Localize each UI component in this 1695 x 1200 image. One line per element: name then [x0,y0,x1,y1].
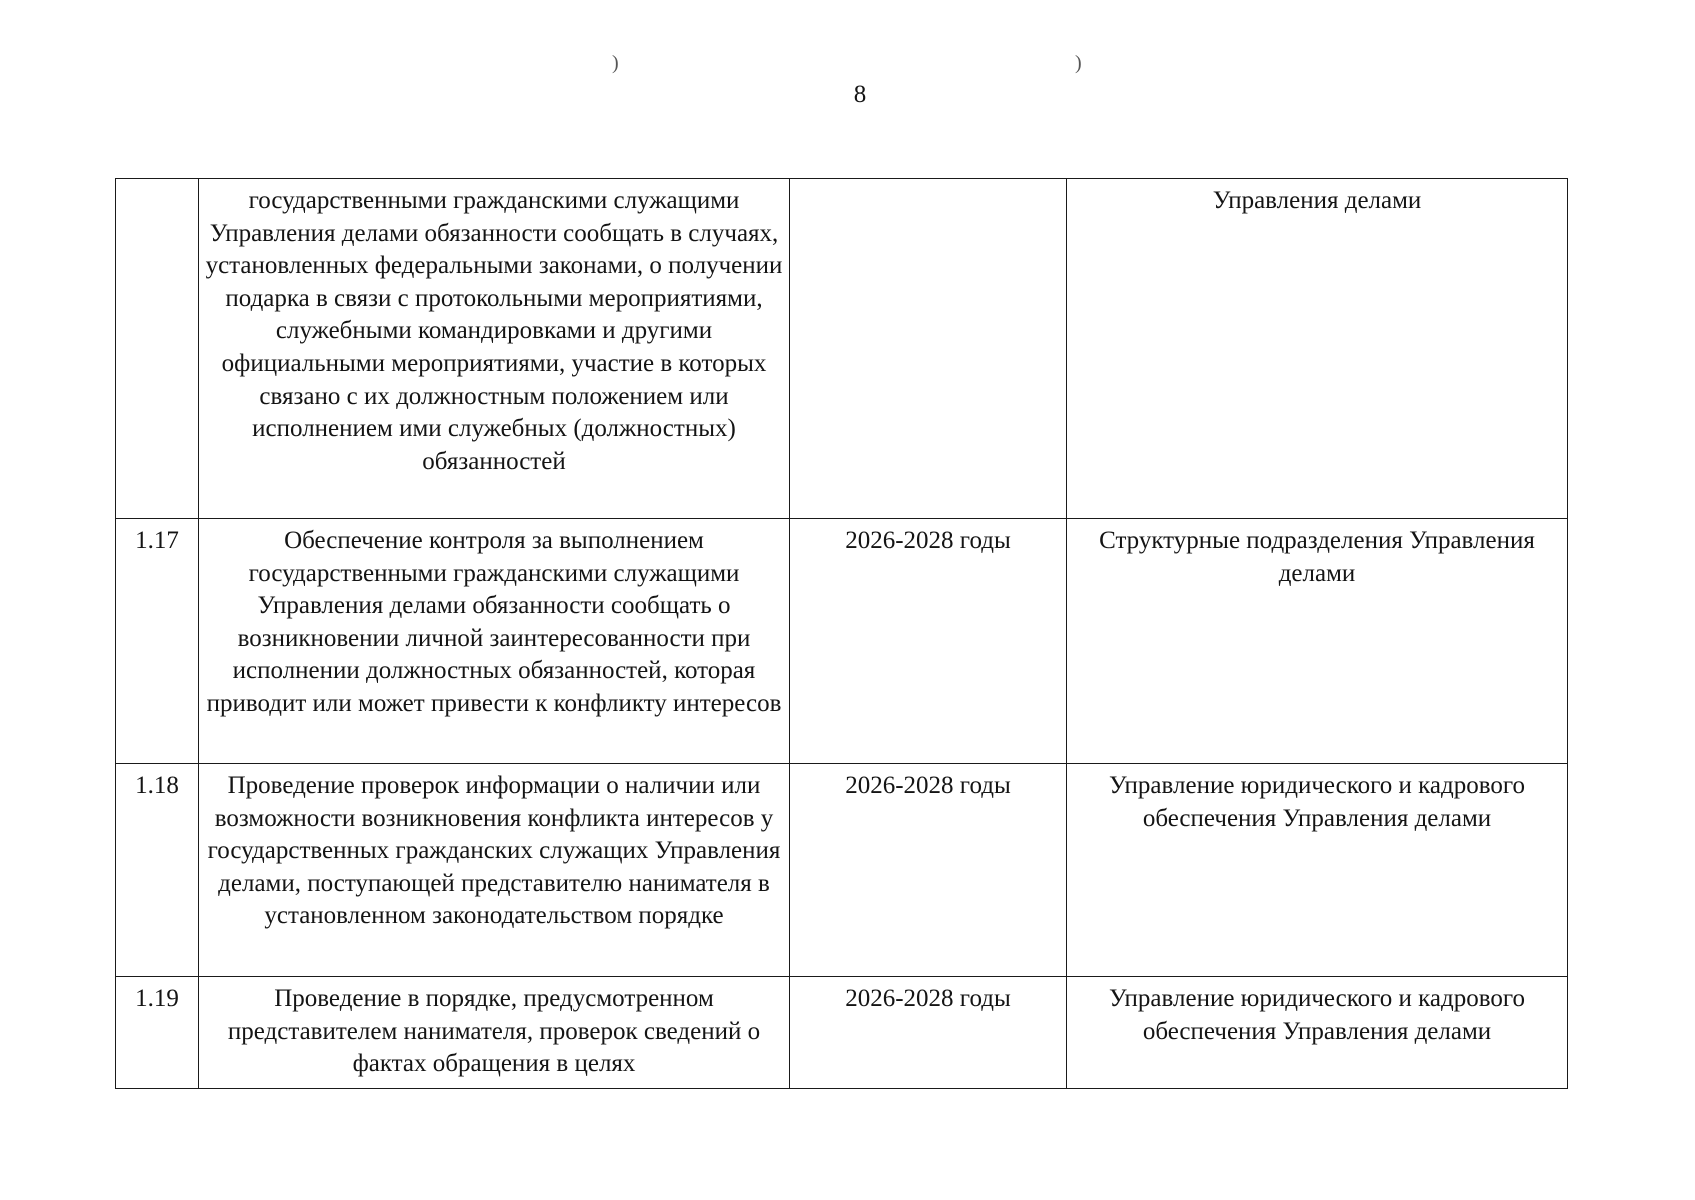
item-responsible: Управление юридического и кадрового обеспечения Управления делами [1067,977,1568,1089]
item-description: Проведение проверок информации о наличии или возможности возникновения конфликта интересов у государственных гражданских служащих Управления делами, поступающей представителю нанимателя в установленном законодательством порядке [199,764,790,977]
item-description: Проведение в порядке, предусмотренном представителем нанимателя, проверок сведений о фактах обращения в целях [199,977,790,1089]
table-row [116,179,1568,519]
table-row [116,764,1568,977]
item-number: 1.18 [116,764,199,977]
item-period: 2026-2028 годы [790,519,1067,764]
measures-table [115,178,1568,1089]
scan-mark-left: ) [612,52,619,74]
scan-mark-right: ) [1075,52,1082,74]
item-number: 1.17 [116,519,199,764]
item-responsible: Управления делами [1067,179,1568,519]
item-responsible: Структурные подразделения Управления делами [1067,519,1568,764]
item-number: 1.19 [116,977,199,1089]
item-period: 2026-2028 годы [790,977,1067,1089]
item-number [116,179,199,519]
table-row [116,519,1568,764]
item-description: Обеспечение контроля за выполнением государственными гражданскими служащими Управления делами обязанности сообщать о возникновении личной заинтересованности при исполнении должностных обязанностей, которая приводит или может привести к конфликту интересов [199,519,790,764]
item-period [790,179,1067,519]
page-number: 8 [853,81,867,108]
item-responsible: Управление юридического и кадрового обеспечения Управления делами [1067,764,1568,977]
item-period: 2026-2028 годы [790,764,1067,977]
item-description: государственными гражданскими служащими Управления делами обязанности сообщать в случаях, установленных федеральными законами, о получении подарка в связи с протокольными мероприятиями, служебными командировками и другими официальными мероприятиями, участие в которых связано с их должностным положением или исполнением ими служебных (должностных) обязанностей [199,179,790,519]
table-row [116,977,1568,1089]
